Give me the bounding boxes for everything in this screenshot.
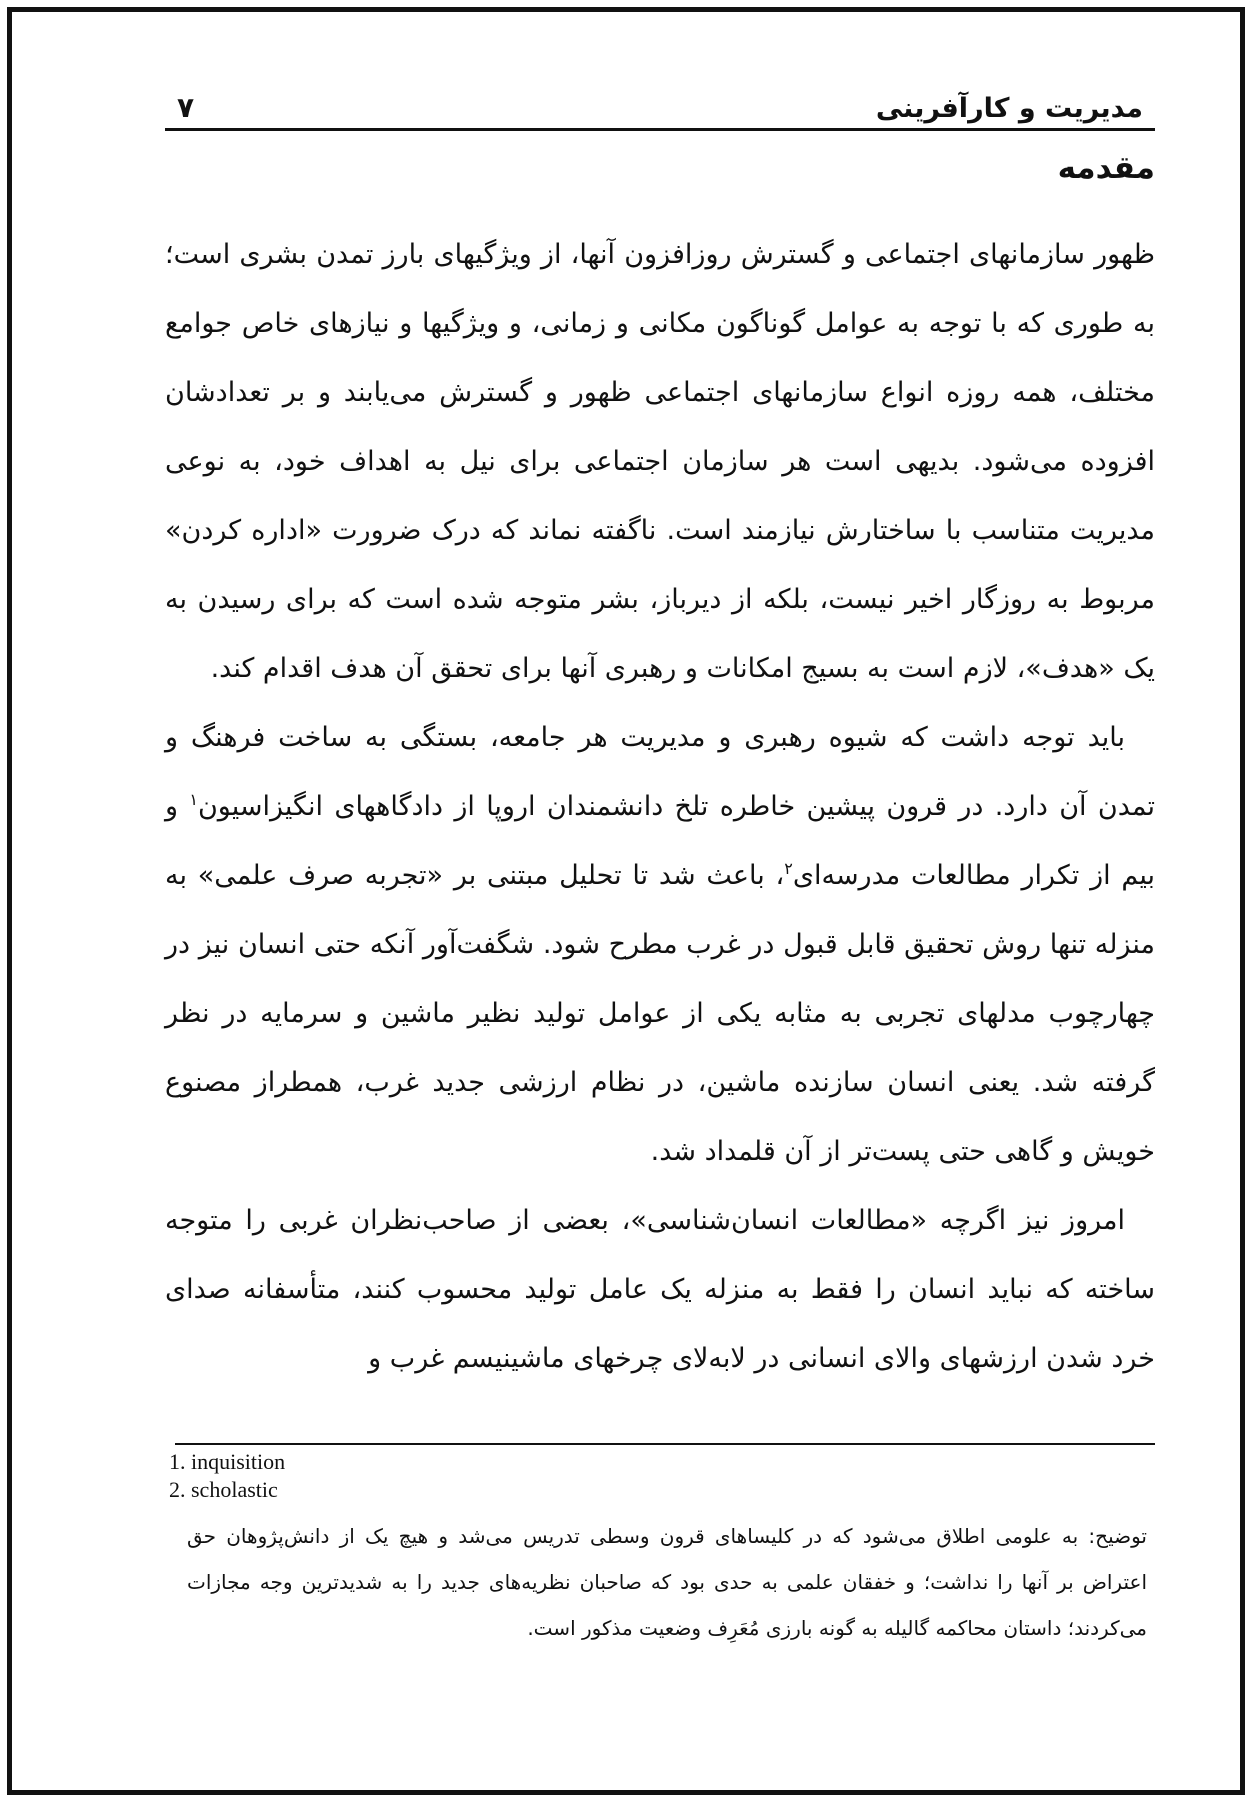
running-header-title: مدیریت و کارآفرینی <box>875 93 1143 124</box>
paragraph-1: ظهور سازمانهای اجتماعی و گسترش روزافزون آنها، از ویژگیهای بارز تمدن بشری است؛ به طوری که با توجه به عوامل گوناگون مکانی و زمانی، و ویژگیها و نیازهای خاص جوامع مختلف، همه روزه انواع سازمانهای اجتماعی ظهور و گسترش می‌یابند و بر تعدادشان افزوده می‌شود. بدیهی است هر سازمان اجتماعی برای نیل به اهداف خود، به نوعی مدیریت متناسب با ساختارش نیازمند است. ناگفته نماند که درک ضرورت «اداره کردن» مربوط به روزگار اخیر نیست، بلکه از دیرباز، بشر متوجه شده است که برای رسیدن به یک «هدف»، لازم است به بسیج امکانات و رهبری آنها برای تحقق آن هدف اقدام کند. <box>165 239 1155 684</box>
footnote-ref-2: ۲ <box>784 859 793 878</box>
paragraph-2 <box>165 703 1155 1186</box>
paragraph-2-part-3: ، باعث شد تا تحلیل مبتنی بر «تجربه صرف علمی» به منزله تنها روش تحقیق قابل قبول در غرب مطرح شود. شگفت‌آور آنکه حتی انسان نیز در چهارچوب مدلهای تجربی به مثابه یکی از عوامل تولید نظیر ماشین و سرمایه در نظر گرفته شد. یعنی انسان سازنده ماشین، در نظام ارزشی جدید غرب، همطراز مصنوع خویش و گاهی حتی پست‌تر از آن قلمداد شد. <box>165 860 1155 1167</box>
running-header <box>165 75 1155 131</box>
footnotes <box>169 1448 285 1504</box>
paragraph-2-part-2: و بیم از تکرار مطالعات مدرسه‌ای <box>165 791 1155 891</box>
footnote-1: 1. inquisition <box>169 1449 286 1474</box>
paragraph-2-part-1: باید توجه داشت که شیوه رهبری و مدیریت هر جامعه، بستگی به ساخت فرهنگ و تمدن آن دارد. در قرون پیشین خاطره تلخ دانشمندان اروپا از دادگاههای انگیزاسیون <box>165 722 1155 822</box>
footnote-explanation: توضیح: به علومی اطلاق می‌شود که در کلیساهای قرون وسطی تدریس می‌شد و هیچ یک از دانش‌پژوهان حق اعتراض بر آنها را نداشت؛ و خفقان علمی به حدی بود که صاحبان نظریه‌های جدید را به شدیدترین وجه مجازات می‌کردند؛ داستان محاکمه گالیله به گونه بارزی مُعَرِف وضعیت مذکور است. <box>187 1524 1147 1640</box>
section-heading: مقدمه <box>1057 150 1155 186</box>
book-page <box>165 55 1155 1755</box>
page-number: ۷ <box>177 91 195 124</box>
paragraph-3: امروز نیز اگرچه «مطالعات انسان‌شناسی»، بعضی از صاحب‌نظران غربی را متوجه ساخته که نباید انسان را فقط به منزله یک عامل تولید محسوب کنند، متأسفانه صدای خرد شدن ارزشهای والای انسانی در لابه‌لای چرخهای ماشینیسم غرب و <box>165 1205 1155 1374</box>
body-text <box>165 220 1155 1393</box>
footnote-divider <box>175 1443 1155 1445</box>
footnote-ref-1: ۱ <box>189 790 198 809</box>
footnote-2: 2. scholastic <box>169 1477 278 1502</box>
